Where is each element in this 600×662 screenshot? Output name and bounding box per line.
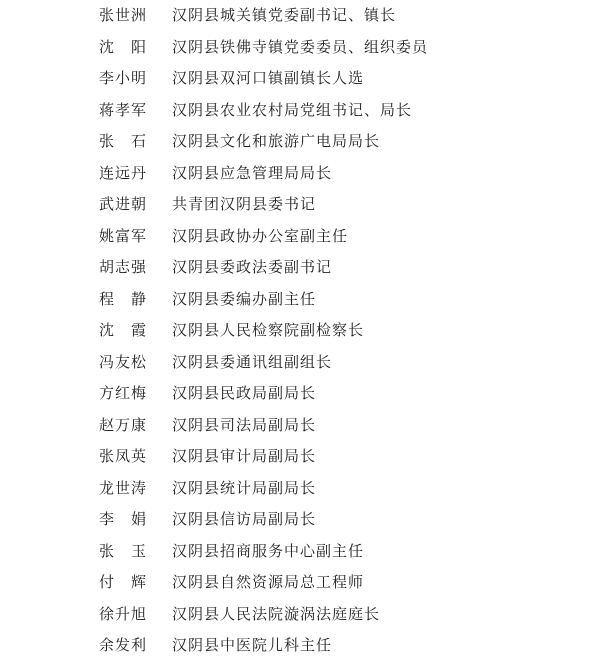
- person-title: 汉阴县城关镇党委副书记、镇长: [172, 6, 397, 24]
- name-char: 石: [131, 132, 147, 150]
- person-title: 汉阴县委通讯组副组长: [172, 352, 333, 371]
- person-title: 汉阴县中医院儿科主任: [172, 636, 333, 654]
- person-title: 汉阴县统计局副局长: [172, 478, 317, 497]
- list-item: [0, 504, 600, 536]
- name-char: 张: [99, 132, 115, 150]
- list-item: [0, 536, 600, 568]
- list-item: [0, 567, 600, 599]
- list-item: [0, 32, 600, 64]
- person-title: 汉阴县委政法委副书记: [172, 258, 333, 276]
- list-item: [0, 0, 600, 32]
- person-name: 姚富军: [99, 226, 148, 245]
- name-char: 娟: [131, 510, 147, 528]
- person-name: 张凤英: [99, 447, 148, 465]
- person-title: 汉阴县司法局副局长: [172, 415, 317, 434]
- person-name: 武进朝: [99, 195, 148, 213]
- name-char: 张: [99, 541, 115, 560]
- person-name: 赵万康: [99, 415, 148, 434]
- person-name: 余发利: [99, 636, 148, 654]
- name-char: 沈: [99, 321, 115, 339]
- person-name: 胡志强: [99, 258, 148, 276]
- person-title: 汉阴县人民法院漩涡法庭庭长: [172, 604, 381, 623]
- name-char: 辉: [131, 573, 147, 591]
- person-name: 张世洲: [99, 6, 148, 24]
- list-item: [0, 221, 600, 253]
- person-title: 汉阴县审计局副局长: [172, 447, 317, 465]
- name-char: 程: [99, 289, 115, 308]
- person-name: 方红梅: [99, 384, 148, 402]
- name-char: 阳: [131, 37, 147, 56]
- list-item: [0, 63, 600, 95]
- name-char: 静: [131, 289, 147, 308]
- person-title: 汉阴县双河口镇副镇长人选: [172, 69, 365, 87]
- person-title: 汉阴县自然资源局总工程师: [172, 573, 365, 591]
- name-char: 沈: [99, 37, 115, 56]
- list-item: [0, 315, 600, 347]
- person-title: 共青团汉阴县委书记: [172, 195, 317, 213]
- person-title: 汉阴县民政局副局长: [172, 384, 317, 402]
- person-title: 汉阴县信访局副局长: [172, 510, 317, 528]
- list-item: [0, 347, 600, 379]
- person-name: 龙世涛: [99, 478, 148, 497]
- list-item: [0, 126, 600, 158]
- list-item: [0, 189, 600, 221]
- person-title: 汉阴县文化和旅游广电局局长: [172, 132, 381, 150]
- person-name: 冯友松: [99, 352, 148, 371]
- person-title: 汉阴县农业农村局党组书记、局长: [172, 100, 413, 119]
- list-item: [0, 95, 600, 127]
- name-char: 李: [99, 510, 115, 528]
- person-title: 汉阴县招商服务中心副主任: [172, 541, 365, 560]
- list-item: [0, 378, 600, 410]
- person-name: 徐升旭: [99, 604, 148, 623]
- list-item: [0, 252, 600, 284]
- name-char: 付: [99, 573, 115, 591]
- person-name: 李小明: [99, 69, 148, 87]
- list-item: [0, 599, 600, 631]
- person-name: 蒋孝军: [99, 100, 148, 119]
- person-title: 汉阴县委编办副主任: [172, 289, 317, 308]
- list-item: [0, 473, 600, 505]
- person-title: 汉阴县应急管理局局长: [172, 163, 333, 182]
- person-title: 汉阴县政协办公室副主任: [172, 226, 349, 245]
- person-title: 汉阴县铁佛寺镇党委委员、组织委员: [172, 37, 429, 56]
- name-char: 霞: [131, 321, 147, 339]
- list-item: [0, 284, 600, 316]
- list-item: [0, 441, 600, 473]
- person-name: 连远丹: [99, 163, 148, 182]
- list-item: [0, 410, 600, 442]
- person-title: 汉阴县人民检察院副检察长: [172, 321, 365, 339]
- name-char: 玉: [131, 541, 147, 560]
- list-item: [0, 158, 600, 190]
